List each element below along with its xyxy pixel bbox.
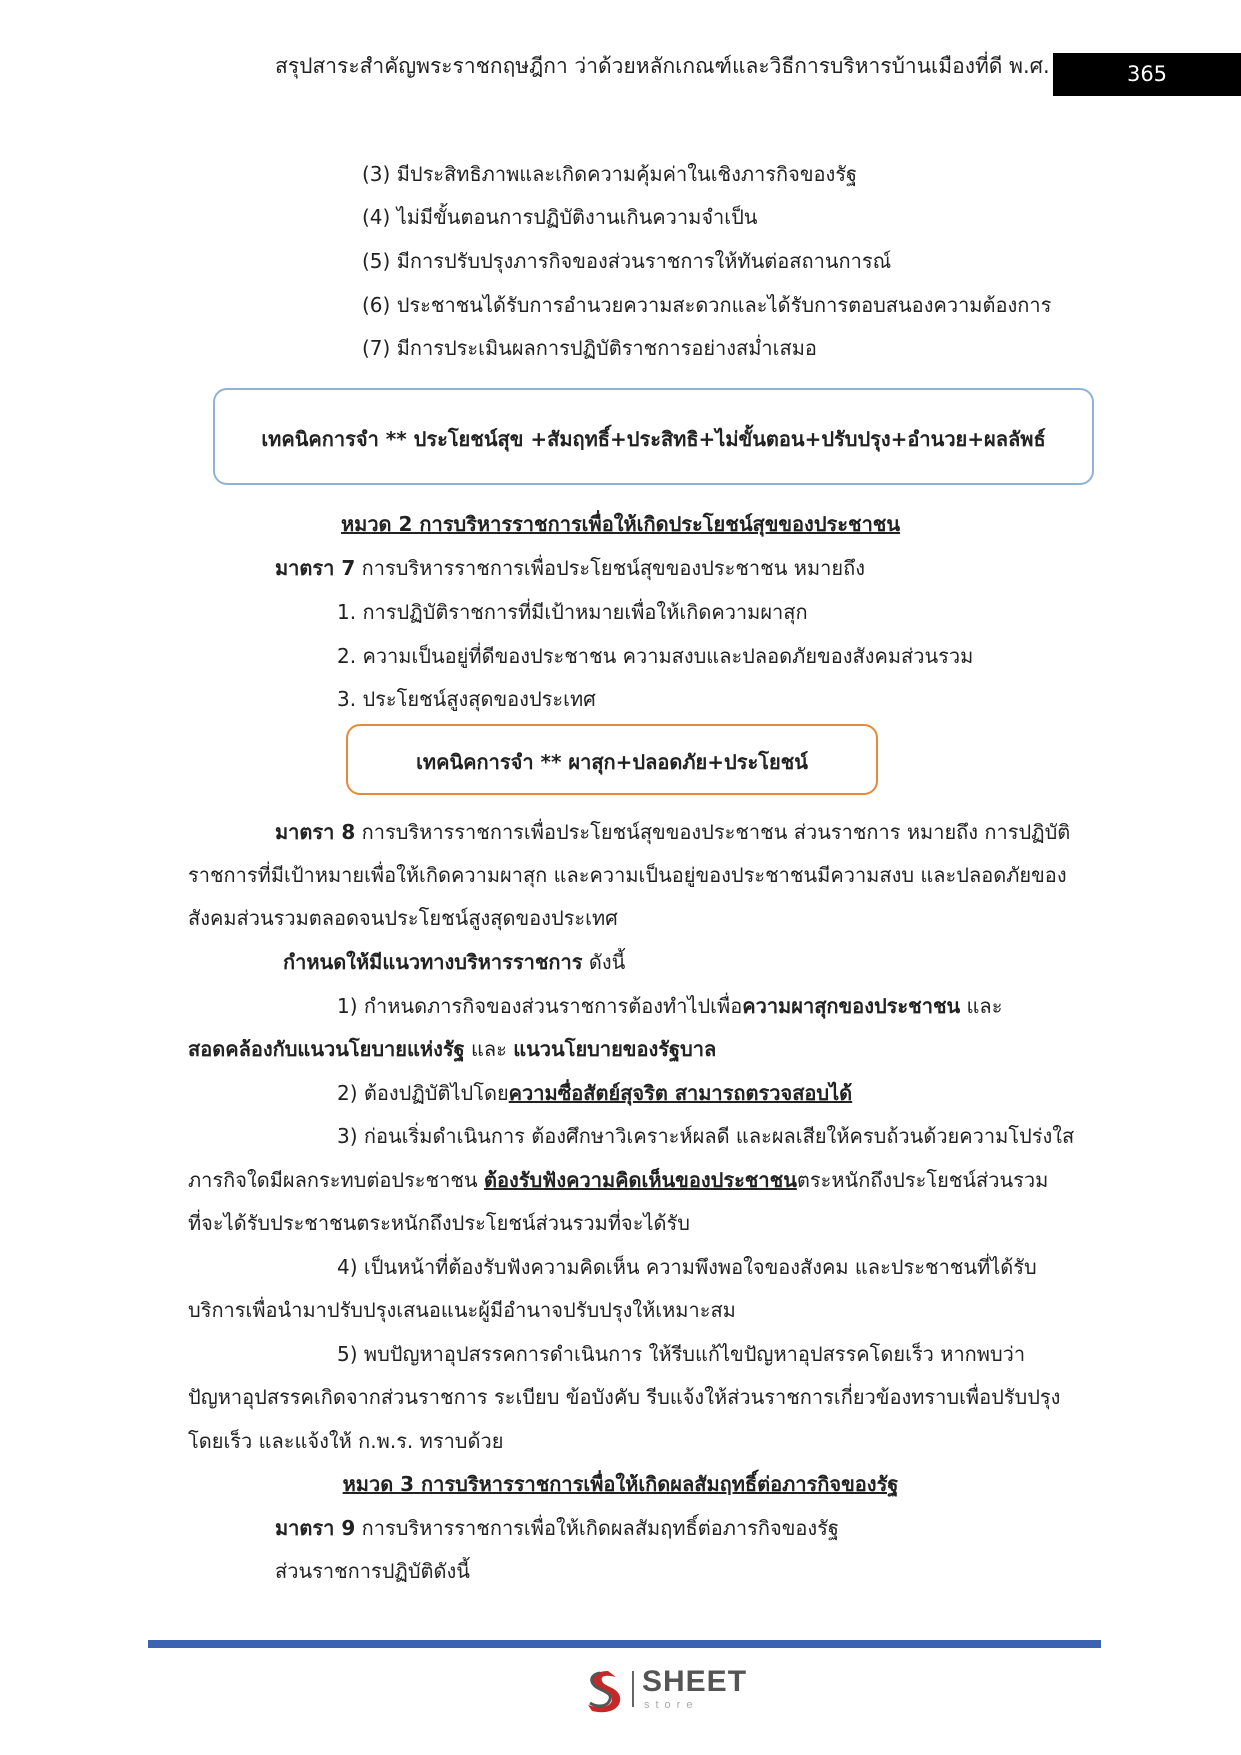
section-9-line	[275, 1512, 839, 1544]
guideline-3-bold: ต้องรับฟังความคิดเห็นของประชาชน	[483, 1168, 797, 1192]
list-item: (3) มีประสิทธิภาพและเกิดความคุ้มค่าในเชิงภารกิจของรัฐ	[362, 162, 858, 186]
guideline-5-line: ปัญหาอุปสรรคเกิดจากส่วนราชการ ระเบียบ ข้อบังคับ รีบแจ้งให้ส่วนราชการเกี่ยวข้องทราบเพื่อปรับปรุง	[188, 1385, 1061, 1409]
section-8-line: ราชการที่มีเป้าหมายเพื่อให้เกิดความผาสุก และความเป็นอยู่ของประชาชนมีความสงบ และปลอดภัยของ	[188, 863, 1067, 887]
section-9-label: มาตรา 9	[275, 1516, 356, 1540]
section-9-text: การบริหารราชการเพื่อให้เกิดผลสัมฤทธิ์ต่อภารกิจของรัฐ	[355, 1516, 839, 1540]
guideline-3-text: ภารกิจใดมีผลกระทบต่อประชาชน	[188, 1168, 484, 1192]
chapter-2-heading: หมวด 2 การบริหารราชการเพื่อให้เกิดประโยชน์สุขของประชาชน	[340, 512, 901, 536]
section-8-text: การบริหารราชการเพื่อประโยชน์สุขของประชาชน ส่วนราชการ หมายถึง การปฏิบัติ	[355, 820, 1071, 844]
logo-subtext: store	[644, 1699, 699, 1711]
guideline-5-line: โดยเร็ว และแจ้งให้ ก.พ.ร. ทราบด้วย	[188, 1429, 504, 1453]
guideline-5-line: 5) พบปัญหาอุปสรรคการดำเนินการ ให้รีบแก้ไขปัญหาอุปสรรคโดยเร็ว หากพบว่า	[337, 1342, 1026, 1366]
logo-text: SHEET	[642, 1665, 748, 1698]
header-title: สรุปสาระสำคัญพระราชกฤษฎีกา ว่าด้วยหลักเกณฑ์และวิธีการบริหารบ้านเมืองที่ดี พ.ศ.	[275, 54, 1050, 78]
section-7-label: มาตรา 7	[275, 556, 356, 580]
guidelines-intro-text: ดังนี้	[582, 950, 626, 974]
chapter-3-heading: หมวด 3 การบริหารราชการเพื่อให้เกิดผลสัมฤทธิ์ต่อภารกิจของรัฐ	[342, 1472, 899, 1496]
page-number-box	[1053, 53, 1241, 96]
section-7-item: 1. การปฏิบัติราชการที่มีเป้าหมายเพื่อให้เกิดความผาสุก	[337, 600, 808, 624]
memory-tip-text: เทคนิคการจำ ** ผาสุก+ปลอดภัย+ประโยชน์	[416, 750, 808, 774]
list-item: (4) ไม่มีขั้นตอนการปฏิบัติงานเกินความจำเป็น	[362, 205, 758, 229]
section-8-label: มาตรา 8	[275, 820, 356, 844]
guidelines-intro-bold: กำหนดให้มีแนวทางบริหารราชการ	[283, 950, 583, 974]
guideline-1-line	[337, 990, 1002, 1022]
guideline-2-bold: ความซื่อสัตย์สุจริต สามารถตรวจสอบได้	[508, 1081, 853, 1105]
guideline-3-line	[188, 1164, 1048, 1196]
footer-bar	[148, 1640, 1101, 1648]
section-7-line	[275, 552, 865, 584]
guideline-1-bold: ความผาสุกของประชาชน	[742, 994, 961, 1018]
guideline-3-line: 3) ก่อนเริ่มดำเนินการ ต้องศึกษาวิเคราะห์ผลดี และผลเสียให้ครบถ้วนด้วยความโปร่งใส	[337, 1124, 1075, 1148]
guideline-3-text: ตระหนักถึงประโยชน์ส่วนรวม	[796, 1168, 1049, 1192]
guideline-1-text: 1) กำหนดภารกิจของส่วนราชการต้องทำไปเพื่อ	[337, 994, 743, 1018]
guideline-2-line	[337, 1077, 852, 1109]
guideline-1-text: และ	[464, 1037, 514, 1061]
section-8-line: สังคมส่วนรวมตลอดจนประโยชน์สูงสุดของประเทศ	[188, 906, 618, 930]
section-8-line	[188, 816, 1088, 848]
guideline-4-line: บริการเพื่อนำมาปรับปรุงเสนอแนะผู้มีอำนาจปรับปรุงให้เหมาะสม	[188, 1298, 736, 1322]
guideline-1-line	[188, 1033, 716, 1065]
sheet-store-logo	[578, 1663, 778, 1718]
guidelines-intro	[283, 946, 625, 978]
guideline-4-line: 4) เป็นหน้าที่ต้องรับฟังความคิดเห็น ความพึงพอใจของสังคม และประชาชนที่ได้รับ	[337, 1255, 1037, 1279]
list-item: (5) มีการปรับปรุงภารกิจของส่วนราชการให้ทันต่อสถานการณ์	[362, 249, 892, 273]
section-9-line: ส่วนราชการปฏิบัติดังนี้	[275, 1559, 470, 1583]
page-number: 365	[1126, 62, 1168, 86]
memory-tip-box	[346, 724, 878, 795]
memory-tip-box	[213, 388, 1094, 485]
memory-tip-text: เทคนิคการจำ ** ประโยชน์สุข +สัมฤทธิ์+ประสิทธิ+ไม่ขั้นตอน+ปรับปรุง+อำนวย+ผลลัพธ์	[261, 427, 1046, 451]
section-7-text: การบริหารราชการเพื่อประโยชน์สุขของประชาชน หมายถึง	[355, 556, 865, 580]
section-7-item: 2. ความเป็นอยู่ที่ดีของประชาชน ความสงบและปลอดภัยของสังคมส่วนรวม	[337, 644, 974, 668]
list-item: (7) มีการประเมินผลการปฏิบัติราชการอย่างสม่ำเสมอ	[362, 336, 817, 360]
section-7-item: 3. ประโยชน์สูงสุดของประเทศ	[337, 687, 596, 711]
guideline-2-text: 2) ต้องปฏิบัติไปโดย	[337, 1081, 509, 1105]
guideline-1-bold: สอดคล้องกับแนวนโยบายแห่งรัฐ	[188, 1037, 465, 1061]
list-item: (6) ประชาชนได้รับการอำนวยความสะดวกและได้รับการตอบสนองความต้องการ	[362, 293, 1052, 317]
guideline-3-line: ที่จะได้รับประชาชนตระหนักถึงประโยชน์ส่วนรวมที่จะได้รับ	[188, 1211, 690, 1235]
guideline-1-text: และ	[960, 994, 1003, 1018]
guideline-1-bold: แนวนโยบายของรัฐบาล	[513, 1037, 717, 1061]
